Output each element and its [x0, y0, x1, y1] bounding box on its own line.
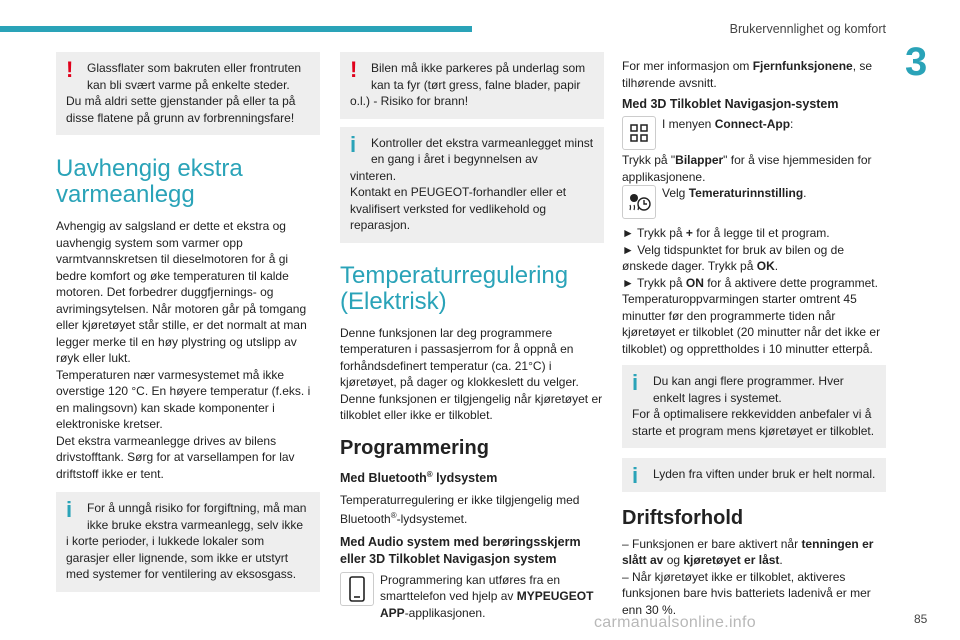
info-icon: i: [632, 370, 639, 395]
condition-text: – Funksjonen er bare aktivert når tenningen er slått av og kjøretøyet er låst.: [622, 536, 874, 567]
warning-icon: !: [350, 57, 358, 82]
subheading: Med Bluetooth® lydsystem: [340, 469, 498, 485]
subsection-title: Programmering: [340, 436, 489, 459]
info-text: Du kan angi flere programmer. Hver enkelt lagres i systemet.: [653, 374, 844, 405]
info-box: [622, 365, 886, 448]
body-text: Denne funksjonen lar deg programmere temperaturen i passasjerrom for å oppnå en forhåndsdefinert temperatur (ca. 21°C) i kjøretøyet, på dager og klokkeslett du velger.: [340, 325, 579, 389]
select-instruction: Velg Temeraturinnstilling.: [622, 185, 886, 219]
chapter-number: 3: [905, 40, 928, 84]
info-text: For å unngå risiko for forgiftning, må man ikke bruke ekstra varmeanlegg, selv ikke: [87, 501, 307, 532]
page-number: 85: [914, 612, 928, 626]
info-box: [340, 127, 604, 243]
info-icon: i: [66, 497, 73, 522]
smartphone-icon: [340, 572, 374, 606]
section-title: Temperaturregulering (Elektrisk): [340, 261, 569, 315]
body-text: Avhengig av salgsland er dette et ekstra og uavhengig system som varmer opp varmtvannskretsen til dieselmotoren for å gi bedre komfort og øke temperaturen til kalde motoren. Det forbedrer duggfjernings- og avrimingsytelsen. Når motoren går på tomgang eller kjøretøyet står stille, er det normalt at man legger merke til en høy plystring og utslipp av røyk eller lukt.: [56, 219, 307, 365]
heating-clock-icon: [622, 185, 656, 219]
section-title: Uavhengig ekstra varmeanlegg: [56, 155, 243, 208]
warning-icon: !: [66, 57, 74, 82]
column-3: [622, 58, 886, 618]
subheading: Med Audio system med berøringsskjerm eller 3D Tilkoblet Navigasjon system: [340, 534, 581, 566]
apps-grid-icon: [622, 116, 656, 150]
info-text: Kontroller det ekstra varmeanlegget minst en gang i året i begynnelsen av: [371, 135, 594, 166]
subsection-title: Driftsforhold: [622, 506, 744, 529]
body-text: Denne funksjonen er tilgjengelig når kjøretøyet er tilkoblet eller ikke er tilkoblet.: [340, 391, 603, 422]
column-1: [56, 52, 320, 592]
body-text: Temperaturregulering er ikke tilgjengelig med Bluetooth®-lydsystemet.: [340, 492, 580, 527]
header-accent-bar: [0, 26, 472, 32]
column-2: [340, 52, 604, 621]
body-text: Det ekstra varmeanlegge drives av bilens drivstofftank. Sørg for at varsellampen for lav driftstoff ikke er tent.: [56, 433, 295, 481]
phone-instruction: Programmering kan utføres fra en smarttelefon ved hjelp av MYPEUGEOT APP-applikasjonen.: [340, 572, 604, 622]
info-text: i korte perioder, i lukkede lokaler som garasjer eller lignende, som ikke er utstyrt med systemer for ventilering av eksosgass.: [66, 534, 297, 581]
info-text: Kontakt en PEUGEOT-forhandler eller et kvalifisert verksted for vedlikehold og reparasjon.: [350, 185, 567, 232]
condition-text: – Når kjøretøyet ikke er tilkoblet, aktiveres funksjonen bare hvis batteriets ladenivå er mer enn 30 %.: [622, 569, 871, 617]
step-text: ► Trykk på + for å legge til et program.: [622, 226, 830, 240]
body-text: Temperaturen nær varmesystemet må ikke overstige 120 °C. En høyere temperatur (f.eks. i en malingsovn) kan skade komponenter i elektroniske kretser.: [56, 367, 311, 431]
step-text: ► Velg tidspunktet for bruk av bilen og de ønskede dager. Trykk på OK.: [622, 242, 845, 273]
section-header: Brukervennlighet og komfort: [729, 22, 886, 36]
warning-text: Glassflater som bakruten eller frontruten kan bli svært varme på enkelte steder.: [87, 61, 302, 92]
body-text: Trykk på "Bilapper" for å vise hjemmesiden for applikasjonene.: [622, 153, 872, 184]
step-text: ► Trykk på ON for å aktivere dette programmet.: [622, 275, 878, 290]
warning-box: [340, 52, 604, 119]
body-text: For mer informasjon om Fjernfunksjonene, se tilhørende avsnitt.: [622, 59, 873, 90]
watermark: carmanualsonline.info: [594, 614, 756, 631]
info-icon: i: [632, 463, 639, 488]
warning-text: Du må aldri sette gjenstander på eller ta på disse flatene på grunn av forbrenningsfare!: [66, 94, 296, 125]
warning-text: Bilen må ikke parkeres på underlag som kan ta fyr (tørt gress, falne blader, papir: [371, 61, 586, 92]
body-text: Temperaturoppvarmingen starter omtrent 45 minutter før den programmerte tiden når kjøretøyet er tilkoblet (20 minutter når det ikke er tilkoblet) og opprettholdes i 10 minutter etterpå.: [622, 292, 881, 356]
warning-text: o.l.) - Risiko for brann!: [350, 94, 469, 108]
info-text: For å optimalisere rekkevidden anbefaler vi å starte et program mens kjøretøyet er tilkoblet.: [632, 407, 875, 438]
subheading: Med 3D Tilkoblet Navigasjon-system: [622, 97, 839, 111]
info-text: Lyden fra viften under bruk er helt normal.: [653, 467, 876, 481]
info-box: [56, 492, 320, 592]
info-box: [622, 458, 886, 492]
warning-box: [56, 52, 320, 135]
info-text: vinteren.: [350, 168, 397, 183]
info-icon: i: [350, 131, 357, 157]
menu-instruction: I menyen Connect-App:: [622, 116, 886, 150]
